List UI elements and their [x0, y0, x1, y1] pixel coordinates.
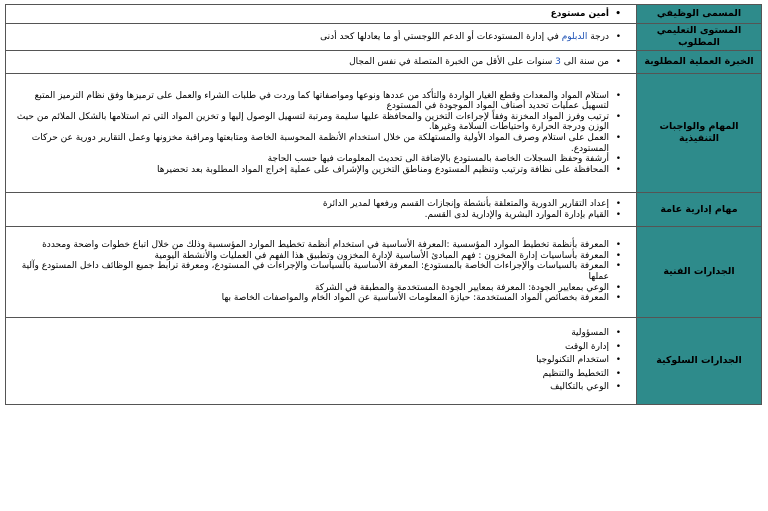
job-title-value: • أمين مستودع — [9, 9, 621, 20]
admin-tasks-label: مهام إدارية عامة — [637, 193, 762, 227]
admin-tasks-list — [9, 199, 633, 220]
job-title-content — [6, 5, 637, 24]
list-item: • الوعي بالتكاليف — [9, 381, 621, 395]
list-item: • المعرفة بأساسيات إدارة المخزون : فهم المبادئ الأساسية لإدارة المخزون وتطبيق هذا الفهم في العمليات والأنشطة اليومية — [9, 251, 621, 262]
tasks-list — [9, 91, 633, 176]
education-degree: الدبلوم — [561, 31, 588, 42]
experience-prefix: من سنة الى — [563, 56, 609, 67]
experience-years: 3 — [555, 56, 561, 67]
education-label: المستوى التعليمي المطلوب — [637, 24, 762, 51]
list-item: • الوعي بمعايير الجودة: المعرفة بمعايير الجودة المستخدمة والمطبقة في الشركة — [9, 283, 621, 294]
experience-list — [9, 57, 633, 68]
list-item: • المسؤولية — [9, 327, 621, 341]
job-title-list — [9, 9, 633, 20]
admin-tasks-row — [6, 193, 762, 227]
list-item: • إدارة الوقت — [9, 341, 621, 355]
list-item: • المعرفة بالسياسات والإجراءات الخاصة بالمستودع: المعرفة الأساسية بالسياسات والإجراءات في المستودع، ومعرفة ترابط جميع الوظائف داخل المستودع وآلية عملها — [9, 261, 621, 282]
job-title-row — [6, 5, 762, 24]
technical-content — [6, 227, 637, 318]
list-item: • المعرفة بأنظمة تخطيط الموارد المؤسسية :المعرفة الأساسية في استخدام أنظمة تخطيط الموارد المؤسسية وذلك من خلال اتباع خطوات واضحة ومحددة — [9, 240, 621, 251]
job-title-label: المسمى الوظيفي — [637, 5, 762, 24]
tasks-label: المهام والواجبات التنفيذية — [637, 74, 762, 193]
education-item — [9, 32, 621, 43]
behavioral-list — [9, 327, 633, 395]
list-item: • أرشفة وحفظ السجلات الخاصة بالمستودع بالإضافة الى تحديث المعلومات فيها حسب الحاجة — [9, 154, 621, 165]
behavioral-row — [6, 318, 762, 405]
tasks-row — [6, 74, 762, 193]
list-item: • القيام بإدارة الموارد البشرية والإدارية لدى القسم. — [9, 210, 621, 221]
list-item: • إعداد التقارير الدورية والمتعلقة بأنشطة وإنجازات القسم ورفعها لمدير الدائرة — [9, 199, 621, 210]
list-item: • استلام المواد والمعدات وقطع الغيار الواردة والتأكد من عددها ونوعها ومواصفاتها كما وردت في طلبات الشراء والعمل على ترميزها وفق نظام الترميز المتبع لتسهيل عمليات تحديد أصناف المواد الموجودة في المستودع — [9, 91, 621, 112]
experience-row — [6, 51, 762, 74]
list-item: • المعرفة بخصائص المواد المستخدمة: حيازة المعلومات الأساسية عن المواد الخام والمواصفات الخاصة بها — [9, 293, 621, 304]
admin-tasks-content — [6, 193, 637, 227]
behavioral-content — [6, 318, 637, 405]
list-item: • المحافظة على نظافة وترتيب وتنظيم المستودع ومناطق التخزين والإشراف على عملية إخراج المواد المطلوبة بعد تحضيرها — [9, 165, 621, 176]
list-item: • التخطيط والتنظيم — [9, 368, 621, 382]
tasks-content — [6, 74, 637, 193]
behavioral-label: الجدارات السلوكية — [637, 318, 762, 405]
experience-label: الخبرة العملية المطلوبة — [637, 51, 762, 74]
job-description-table — [5, 4, 762, 405]
technical-row — [6, 227, 762, 318]
list-item: • ترتيب وفرز المواد المخزنة وفقاً لإجراءات التخزين والمحافظة عليها سليمة ومرتبة لتسهيل الوصول إليها و تخزين المواد التي تم استلامها بالشكل الملائم من حيث الوزن ودرجة الحرارة واحتياطات السلامة وغيرها. — [9, 112, 621, 133]
education-content — [6, 24, 637, 51]
list-item: • استخدام التكنولوجيا — [9, 354, 621, 368]
education-suffix: في إدارة المستودعات أو الدعم اللوجستي أو ما يعادلها كحد أدنى — [320, 31, 559, 42]
list-item: • العمل على استلام وصرف المواد الأولية والمستهلكة من خلال استخدام الأنظمة المحوسبة الخاصة ومتابعتها ومراقبة مخزونها وعمل التقارير دورية عن حركات المستودع. — [9, 133, 621, 154]
education-list — [9, 32, 633, 43]
experience-suffix: سنوات على الأقل من الخبرة المتصلة في نفس المجال — [349, 56, 553, 67]
experience-item — [9, 57, 621, 68]
education-row — [6, 24, 762, 51]
education-prefix: درجة — [590, 31, 609, 42]
technical-label: الجدارات الفنية — [637, 227, 762, 318]
experience-content — [6, 51, 637, 74]
technical-list — [9, 240, 633, 304]
